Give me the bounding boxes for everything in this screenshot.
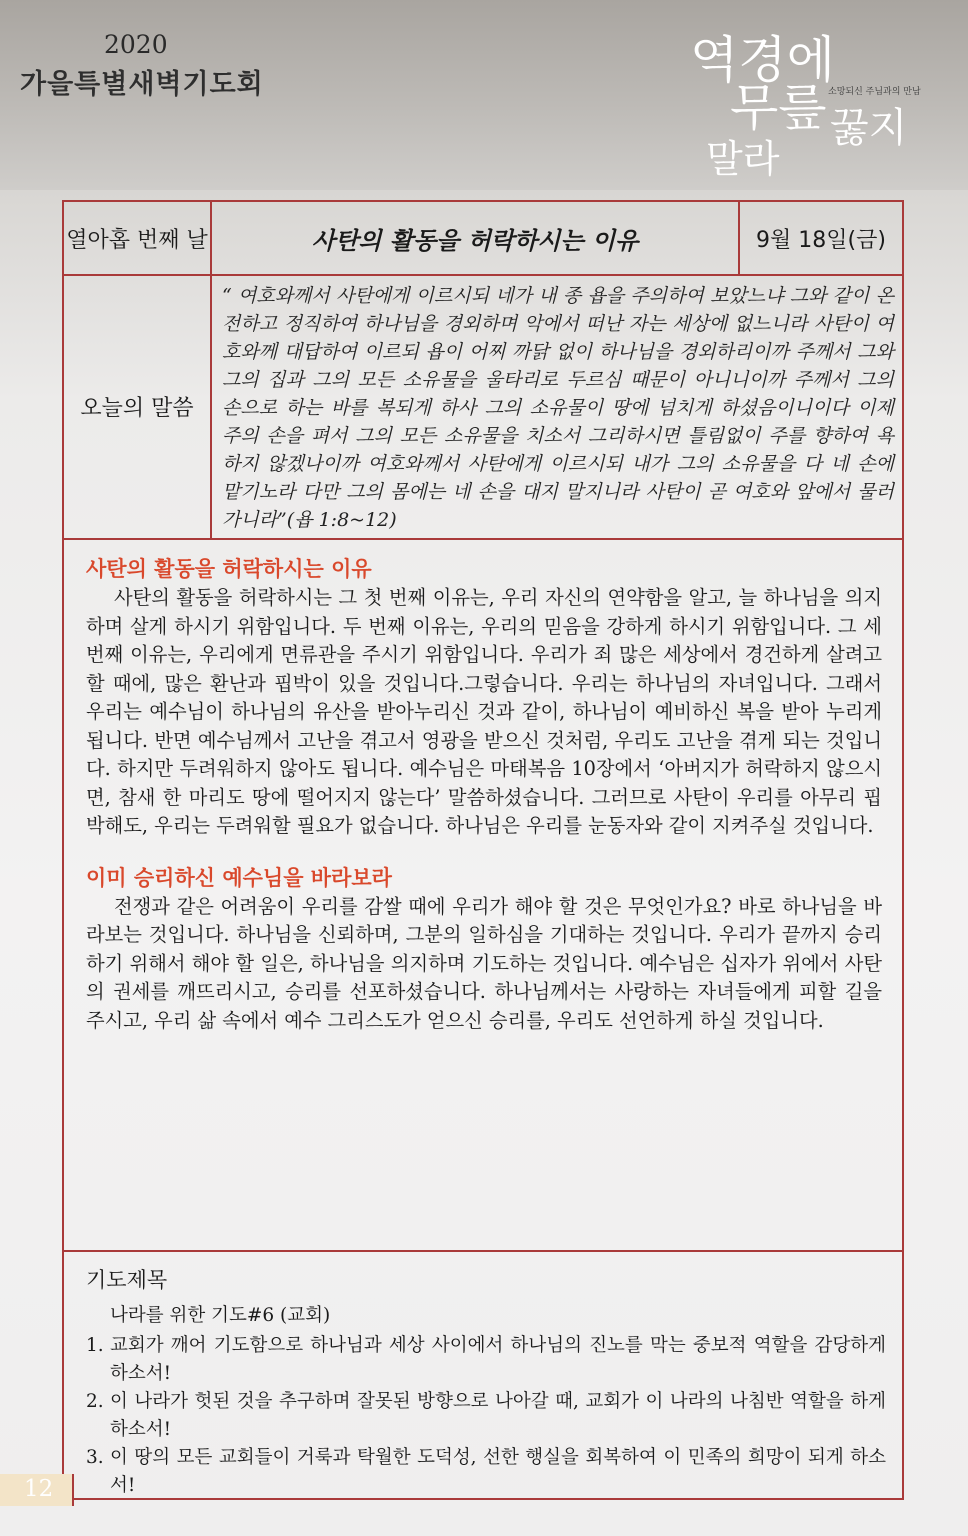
- section-body-1: 사탄의 활동을 허락하시는 그 첫 번째 이유는, 우리 자신의 연약함을 알고, 늘 하나님을 의지하며 살게 하시기 위함입니다. 두 번째 이유는, 우리의 믿음을 강하게 하시기 위함입니다. 그 세 번째 이유는, 우리에게 면류관을 주시기 위함입니다. 우리가 죄 많은 세상에서 경건하게 살려고 할 때에, 많은 환난과 핍박이 있을 것입니다.그렇습니다. 우리는 하나님의 자녀입니다. 그래서 우리는 예수님이 하나님의 유산을 받아누리신 것과 같이, 하나님이 예비하신 복을 받아 누리게 됩니다. 반면 예수님께서 고난을 겪고서 영광을 받으신 것처럼, 우리도 고난을 겪게 되는 것입니다. 하지만 두려워하지 않아도 됩니다. 예수님은 마태복음 10장에서 ‘아버지가 허락하지 않으시면, 참새 한 마리도 땅에 떨어지지 않는다’ 말씀하셨습니다. 그러므로 사탄이 우리를 아무리 핍박해도, 우리는 두려워할 필요가 없습니다. 하나님은 우리를 눈동자와 같이 지켜주실 것입니다.: [86, 586, 882, 837]
- prayer-item-text: 교회가 깨어 기도함으로 하나님과 세상 사이에서 하나님의 진노를 막는 중보적 역할을 감당하게 하소서!: [110, 1335, 886, 1384]
- section-divider: [64, 1250, 902, 1252]
- event-title: 가을특별새벽기도회: [20, 69, 264, 100]
- content-frame: [62, 200, 904, 1500]
- main-body: [86, 554, 882, 1035]
- prayer-subheading: 나라를 위한 기도#6 (교회): [110, 1305, 331, 1326]
- section-heading-1: 사탄의 활동을 허락하시는 이유: [86, 556, 372, 581]
- logo-subtitle: 소망되신 주님과의 만남: [828, 87, 921, 97]
- prayer-item-text: 이 나라가 헛된 것을 추구하며 잘못된 방향으로 나아갈 때, 교회가 이 나라의 나침반 역할을 하게 하소서!: [110, 1391, 886, 1440]
- logo-line-2: 무릎: [730, 79, 827, 137]
- page-number: 12: [24, 1476, 54, 1502]
- prayer-item-number: 2.: [86, 1391, 104, 1412]
- date-cell: 9월 18일(금): [756, 227, 886, 253]
- section-heading-2: 이미 승리하신 예수님을 바라보라: [86, 864, 392, 890]
- prayer-item-number: 1.: [86, 1335, 104, 1356]
- prayer-item-number: 3.: [86, 1447, 104, 1468]
- year-label: 2020: [104, 30, 168, 59]
- day-cell: 열아홉 번째 날: [64, 202, 212, 274]
- page-header: [0, 0, 968, 190]
- logo-line-3: 꿇지: [830, 105, 908, 151]
- devotion-title: 사탄의 활동을 허락하시는 이유: [212, 202, 740, 274]
- prayer-item: [86, 1332, 886, 1388]
- prayer-section: [86, 1264, 886, 1500]
- prayer-item: [86, 1444, 886, 1500]
- info-row: [64, 202, 902, 276]
- page-number-box: [0, 1474, 74, 1506]
- prayer-heading: 기도제목: [86, 1268, 168, 1292]
- section-body-2: 전쟁과 같은 어려움이 우리를 감쌀 때에 우리가 해야 할 것은 무엇인가요? 바로 하나님을 바라보는 것입니다. 하나님을 신뢰하며, 그분의 일하심을 기대하는 것입니다. 우리가 끝까지 승리하기 위해서 해야 할 일은, 하나님을 의지하며 기도하는 것입니다. 예수님은 십자가 위에서 사탄의 권세를 깨뜨리시고, 승리를 선포하셨습니다. 하나님께서는 사랑하는 자녀들에게 피할 길을 주시고, 우리 삶 속에서 예수 그리스도가 얻으신 승리를, 우리도 선언하게 하실 것입니다.: [86, 894, 882, 1032]
- logo-line-4: 말라: [706, 137, 780, 181]
- verse-label: 오늘의 말씀: [64, 274, 212, 538]
- logo-line-1: 역경에: [690, 31, 835, 89]
- prayer-item: [86, 1388, 886, 1444]
- verse-row: [64, 274, 902, 540]
- verse-text: “ 여호와께서 사탄에게 이르시되 네가 내 종 욥을 주의하여 보았느냐 그와 같이 온전하고 정직하여 하나님을 경외하며 악에서 떠난 자는 세상에 없느니라 사탄이 여호와께 대답하여 이르되 욥이 어찌 까닭 없이 하나님을 경외하리이까 주께서 그와 그의 집과 그의 모든 소유물을 울타리로 두르심 때문이 아니니이까 주께서 그의 손으로 하는 바를 복되게 하사 그의 소유물이 땅에 넘치게 하셨음이니이다 이제 주의 손을 펴서 그의 모든 소유물을 치소서 그리하시면 틀림없이 주를 향하여 욕하지 않겠나이까 여호와께서 사탄에게 이르시되 내가 그의 소유물을 다 네 손에 맡기노라 다만 그의 몸에는 네 손을 대지 말지니라 사탄이 곧 여호와 앞에서 물러가니라”(욥 1:8~12): [222, 285, 894, 531]
- prayer-list: [86, 1332, 886, 1500]
- prayer-item-text: 이 땅의 모든 교회들이 거룩과 탁월한 도덕성, 선한 행실을 회복하여 이 민족의 희망이 되게 하소서!: [110, 1447, 886, 1496]
- series-logo: [680, 20, 950, 180]
